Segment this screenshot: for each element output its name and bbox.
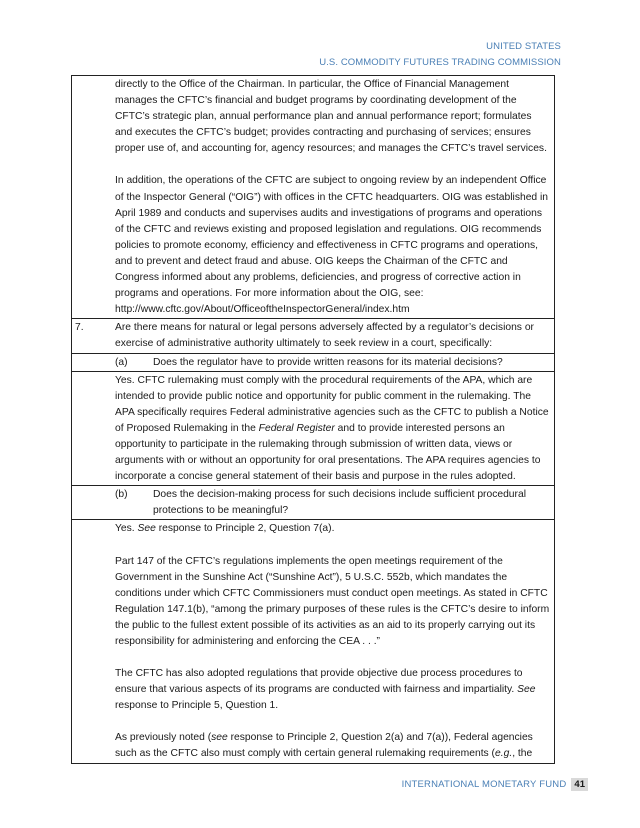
table-row	[72, 520, 554, 763]
paragraph: As previously noted (see response to Principle 2, Question 2(a) and 7(a)), Federal agencies such as the CFTC also must comply with certain general rulemaking requirements (e.g., the	[115, 732, 533, 760]
table-row	[72, 372, 554, 487]
response-cell	[115, 76, 550, 318]
response-cell	[115, 372, 550, 486]
response-cell	[115, 520, 550, 762]
principle-table	[71, 75, 555, 764]
subquestion-cell	[115, 486, 550, 519]
header-country: UNITED STATES	[486, 41, 561, 52]
header-agency: U.S. COMMODITY FUTURES TRADING COMMISSION	[319, 57, 561, 68]
table-row	[72, 486, 554, 520]
subquestion-text: Does the decision-making process for such decisions include sufficient procedural protections to be meaningful?	[153, 489, 526, 517]
table-row	[72, 319, 554, 353]
paragraph: In addition, the operations of the CFTC are subject to ongoing review by an independent Office of the Inspector General (“OIG”) with offices in the CFTC headquarters. OIG was established in April 1989 and conducts and supervises audits and investigations of programs and operations of the CFTC and reviews existing and proposed legislation and regulations. OIG recommends policies to promote economy, efficiency and effectiveness in CFTC programs and operations, and to prevent and detect fraud and abuse. OIG keeps the Chairman of the CFTC and Congress informed about any problems, deficiencies, and progress of corrective action in programs and operations. For more information about the OIG, see: http://www.cftc.gov/About/OfficeoftheInspectorGeneral/index.htm	[115, 175, 549, 316]
subquestion-label: (a)	[115, 356, 128, 368]
paragraph: Part 147 of the CFTC’s regulations implements the open meetings requirement of the Government in the Sunshine Act (“Sunshine Act”), 5 U.S.C. 552b, which mandates the conditions under which CFTC Commissioners must conduct open meetings. As stated in CFTC Regulation 147.1(b), “among the primary purposes of these rules is the CFTC’s desire to inform the public to the fullest extent possible of its activities as an aid to its properly carrying out its responsibility for administering and enforcing the CEA . . .”	[115, 555, 550, 647]
paragraph: The CFTC has also adopted regulations that provide objective due process procedures to ensure that various aspects of its programs are conducted with fairness and impartiality. See response to Principle 5, Question 1.	[115, 668, 536, 712]
federal-register-italic: Federal Register	[258, 422, 335, 434]
page-footer	[402, 778, 588, 791]
table-row	[72, 354, 554, 372]
subquestion-text: Does the regulator have to provide written reasons for its material decisions?	[153, 356, 503, 368]
subquestion-cell	[115, 354, 550, 371]
page-number: 41	[571, 778, 588, 791]
footer-org: INTERNATIONAL MONETARY FUND	[401, 779, 567, 790]
subquestion-label: (b)	[115, 489, 128, 501]
paragraph: Yes. See response to Principle 2, Question 7(a).	[115, 523, 335, 535]
question-cell	[115, 319, 550, 352]
table-row	[72, 75, 554, 319]
paragraph: Yes. CFTC rulemaking must comply with the procedural requirements of the APA, which are intended to provide public notice and opportunity for public comment in the rulemaking. The APA specifically requires Federal administrative agencies such as the CFTC to publish a Notice of Proposed Rulemaking in the Federal Register and to provide interested persons an opportunity to participate in the rulemaking through submission of written data, views or arguments with or without an opportunity for oral presentations. The APA requires agencies to incorporate a concise general statement of their basis and purpose in the rules adopted.	[115, 374, 549, 483]
question-number: 7.	[75, 322, 84, 334]
paragraph: directly to the Office of the Chairman. In particular, the Office of Financial Management manages the CFTC’s financial and budget programs by coordinating development of the CFTC’s strategic plan, annual performance plan and annual performance report; formulates and executes the CFTC’s budget; provides contracting and purchasing of services; ensures proper use of, and accounting for, agency resources; and manages the CFTC’s travel services.	[115, 79, 547, 155]
question-text: Are there means for natural or legal persons adversely affected by a regulator’s decisions or exercise of administrative authority ultimately to seek review in a court, specifically:	[115, 322, 534, 350]
